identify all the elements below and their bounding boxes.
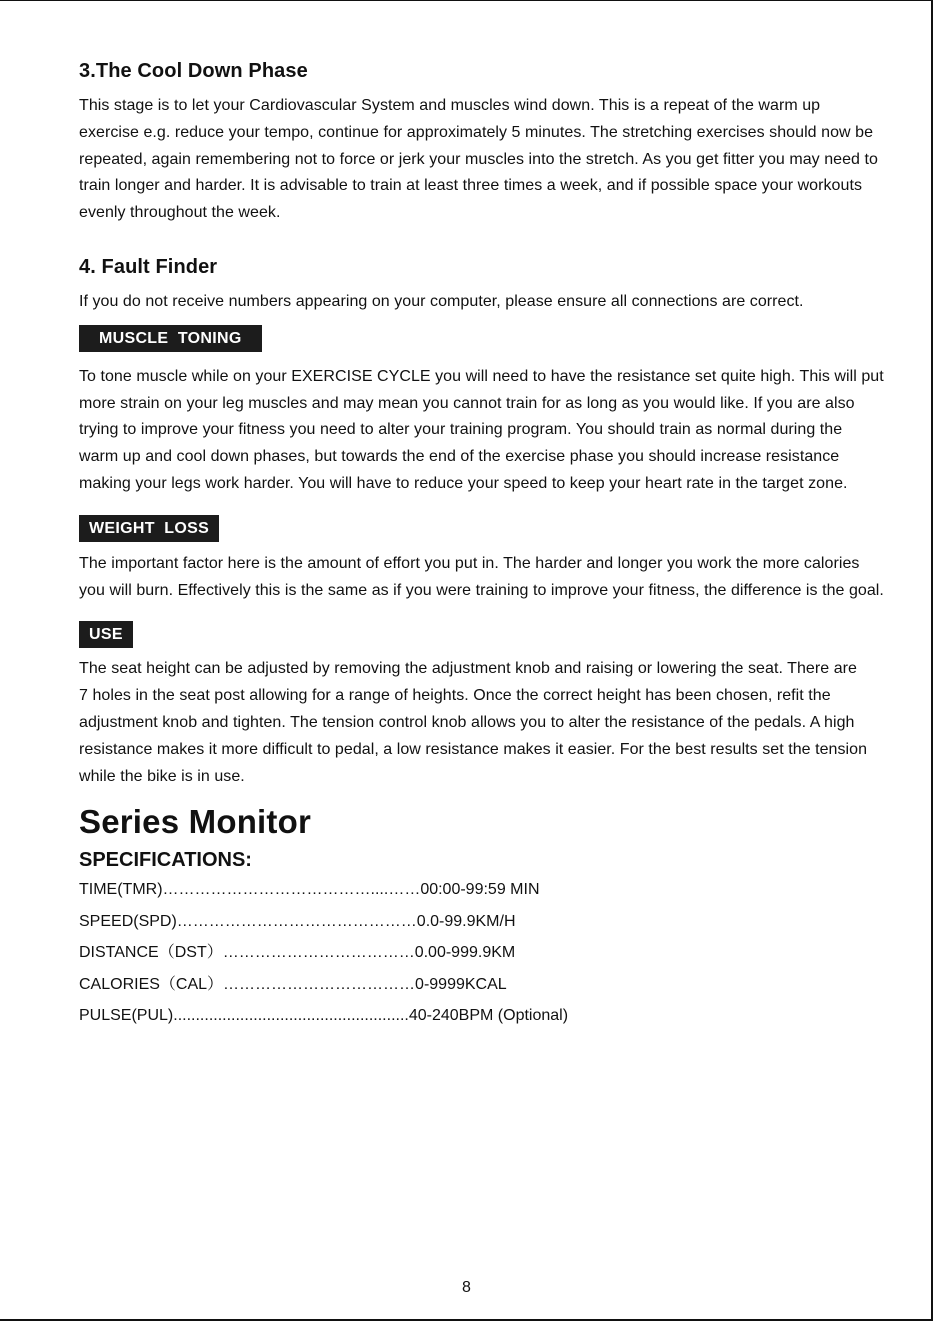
cool-down-text: This stage is to let your Cardiovascular System and muscles wind down. This is a repeat of the warm up exercise e.g. reduce your tempo, continue for approximately 5 minutes. The stretching exercises should now be repeated, again remembering not to force or jerk your muscles into the stretch. As you get fitter you may need to train longer and harder. It is advisable to train at least three times a week, and if possible space your workouts evenly throughout the week. bbox=[79, 97, 878, 222]
spec-time: TIME(TMR)…………………………………....……00:00-99:59 MIN bbox=[79, 881, 540, 899]
document-content bbox=[79, 58, 889, 1032]
use-tag-row bbox=[79, 621, 889, 648]
specifications-heading: SPECIFICATIONS: bbox=[79, 849, 252, 872]
weight-loss-text: The important factor here is the amount of effort you put in. The harder and longer you work the more calories you will burn. Effectively this is the same as if you were training to improve your fitness, the difference is the goal. bbox=[79, 554, 884, 599]
weight-loss-tag-row bbox=[79, 515, 889, 542]
use-tag: USE bbox=[79, 621, 133, 648]
spec-distance: DISTANCE（DST）………………………………0.00-999.9KM bbox=[79, 944, 516, 962]
spec-pulse: PULSE(PUL).....................................................40-240BPM (Optional) bbox=[79, 1007, 569, 1025]
weight-loss-tag: WEIGHT LOSS bbox=[79, 515, 219, 542]
page-number: 8 bbox=[462, 1279, 471, 1296]
muscle-toning-tag-row bbox=[79, 325, 889, 352]
fault-finder-text: If you do not receive numbers appearing on your computer, please ensure all connections are correct. bbox=[79, 292, 804, 310]
specifications-list bbox=[79, 874, 889, 1032]
spec-speed: SPEED(SPD)………………………………………0.0-99.9KM/H bbox=[79, 912, 516, 930]
use-text: The seat height can be adjusted by removing the adjustment knob and raising or lowering the seat. There are 7 holes in the seat post allowing for a range of heights. Once the correct height has been chosen, refit the adjustment knob and tighten. The tension control knob allows you to alter the resistance of the pedals. A high resistance makes it more difficult to pedal, a low resistance makes it easier. For the best results set the tension while the bike is in use. bbox=[79, 660, 868, 785]
series-monitor-title: Series Monitor bbox=[79, 803, 312, 841]
muscle-toning-tag: MUSCLE TONING bbox=[79, 325, 262, 352]
cool-down-heading: 3.The Cool Down Phase bbox=[79, 60, 308, 82]
spec-calories: CALORIES（CAL）………………………………0-9999KCAL bbox=[79, 975, 507, 993]
muscle-toning-text: To tone muscle while on your EXERCISE CYCLE you will need to have the resistance set quite high. This will put more strain on your leg muscles and may mean you cannot train for as long as you would like. If you are also trying to improve your fitness you need to alter your training program. You should train as normal during the warm up and cool down phases, but towards the end of the exercise phase you should increase resistance making your legs work harder. You will have to reduce your speed to keep your heart rate in the target zone. bbox=[79, 367, 884, 492]
fault-finder-heading: 4. Fault Finder bbox=[79, 255, 218, 278]
